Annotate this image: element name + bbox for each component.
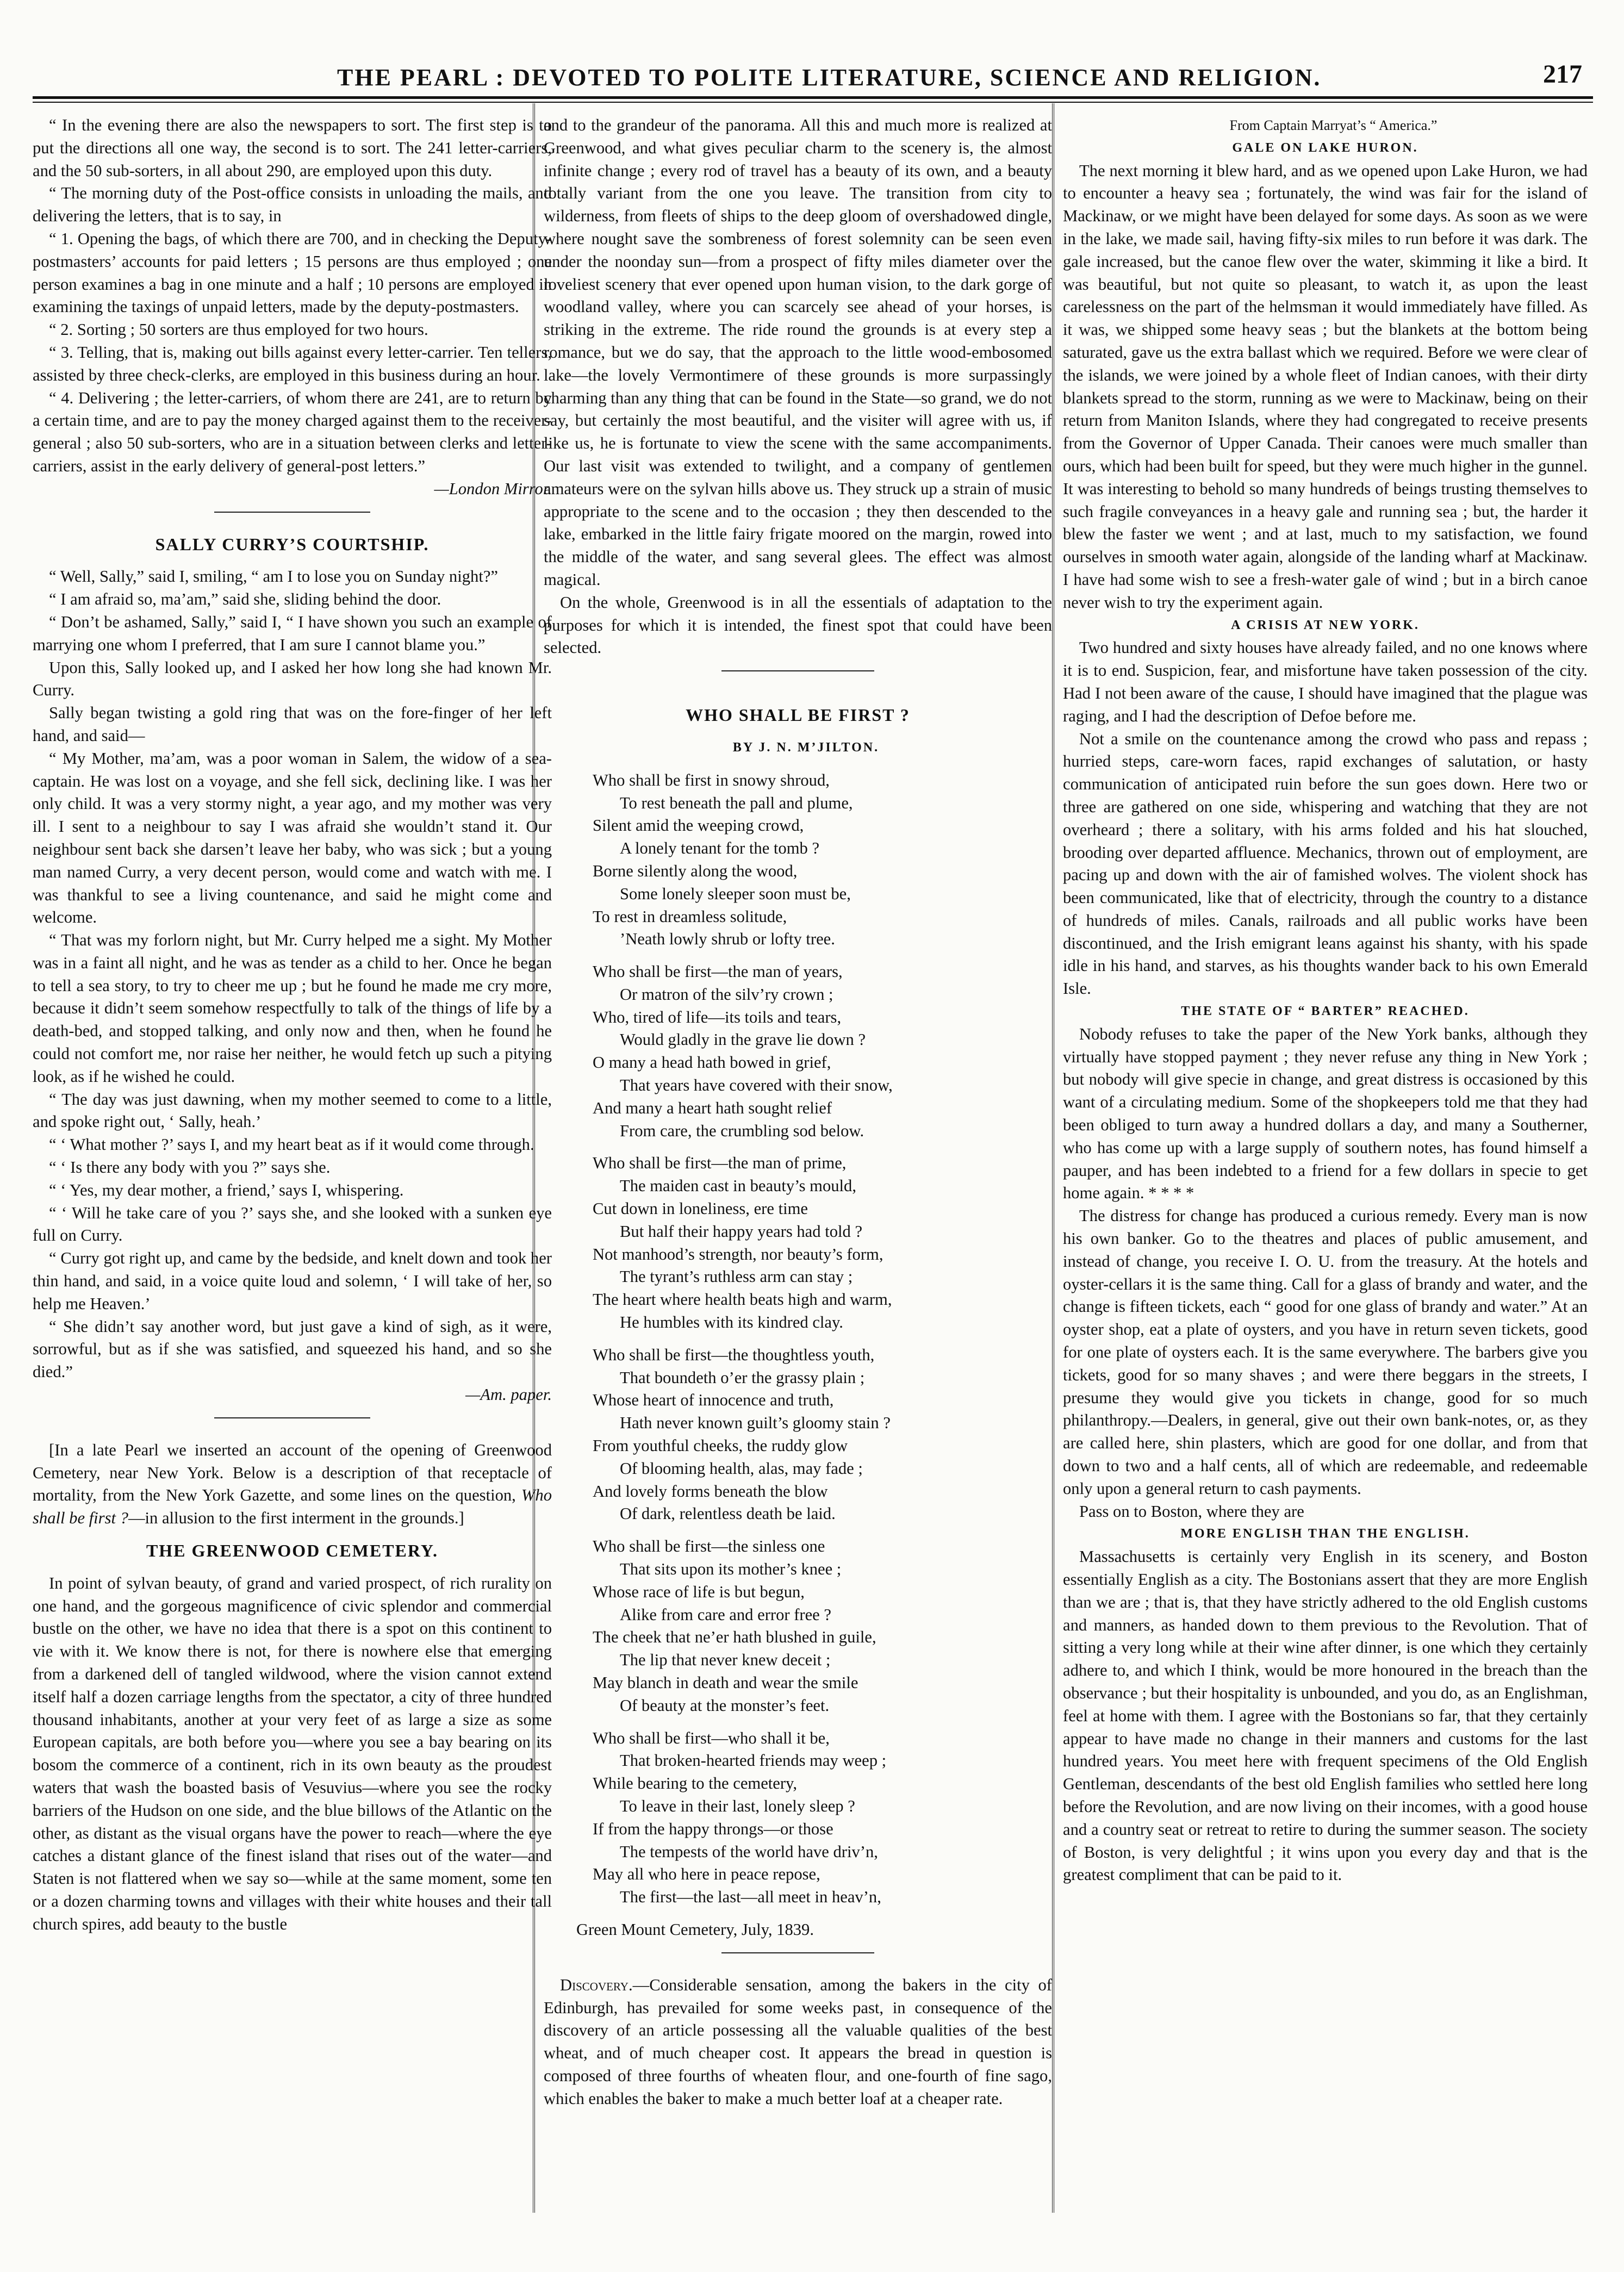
poem-line: The heart where health beats high and warm, [593,1290,892,1309]
paragraph: “ 1. Opening the bags, of which there are 700, and in checking the Deputy-postmasters’ accounts for paid letters ; 15 persons are thus employed ; one person examines a bag in one minute and a half ; 10 persons are employed in examining the taxings of unpaid letters, made by the deputy-postmasters. [33,229,552,316]
source-attribution: —Am. paper. [465,1385,552,1404]
poem-line: The first—the last—all meet in heav’n, [620,1888,881,1907]
paragraph: and to the grandeur of the panorama. All this and much more is realized at Greenwood, and what gives peculiar charm to the scenery is, the almost infinite change ; every rod of travel has a beauty of its own, and a beauty totally variant from the one you leave. The transition from city to wilderness, from fleets of ships to the deep gloom of overshadowed dingle, where nought save the sombreness of forest solemnity can be seen even under the noonday sun—from a prospect of fifty miles diameter over the loveliest scenery that ever opened upon human vision, to the dark gorge of woodland valley, where you can scarcely see ahead of your horses, is striking in the extreme. The ride round the grounds is at every step a romance, but we do say, that the approach to the little wood-embosomed lake—the lovely Vermontimere of these grounds is more surpassingly charming than any thing that can be found in the State—so grand, we do not say, but certainly the most beautiful, and the visiter will agree with us, if like us, he is fortunate to view the scene with the same accompaniments. Our last visit was extended to twilight, and a company of gentlemen amateurs were on the sylvan hills above us. They struck up a strain of music appropriate to the scene and to the occasion ; they then descended to the lake, embarked in the little fairy frigate moored on the margin, rowed into the middle of the water, and sang several glees. The effect was almost magical. [544,116,1052,589]
poem-line: The maiden cast in beauty’s mould, [620,1177,857,1196]
paragraph: Two hundred and sixty houses have already failed, and no one knows where it is to end. Suspicion, fear, and misfortune have taken possession of the city. Had I not been aware of the cause, I should have imagined that the plague was raging, and I had the description of Defoe before me. [1063,638,1588,725]
poem-line: Who shall be first in snowy shroud, [593,770,830,789]
section-rule [214,1417,370,1418]
section-title: MORE ENGLISH THAN THE ENGLISH. [1180,1527,1470,1541]
paragraph: “ My Mother, ma’am, was a poor woman in Salem, the widow of a sea-captain. He was lost on a voyage, and she fell sick, declining like. I was her only child. It was a very stormy night, a year ago, and my mother was very ill. I sent to a neighbour to say I was afraid she wouldn’t stand it. Our neighbour sent back she darsen’t leave her baby, who was sick ; but a young man named Curry, a very decent person, would come and watch with me. I was thankful to see a living countenance, and said he might come and welcome. [33,749,552,927]
paragraph: “ 4. Delivering ; the letter-carriers, of whom there are 241, are to return by a certain time, and are to pay the money charged against them to the receiver-general ; also 50 sub-sorters, who are in a situation between clerks and letter-carriers, assist in the early delivery of general-post letters.” [33,388,552,475]
paragraph: “ The day was just dawning, when my mother seemed to come to a little, and spoke right out, ‘ Sally, heah.’ [33,1090,552,1131]
poem-line: Who shall be first—the thoughtless youth, [593,1345,875,1364]
masthead-rule-thin [33,102,1593,103]
paragraph: “ ‘ Will he take care of you ?’ says she, and she looked with a sunken eye full on Curry. [33,1203,552,1245]
poem-line: Who shall be first—the man of years, [593,962,843,981]
poem-line: A lonely tenant for the tomb ? [620,839,820,858]
paragraph: In point of sylvan beauty, of grand and varied prospect, of rich rurality on one hand, and the gorgeous magnificence of civic splendor and commercial bustle on the other, we have no idea that there is a spot on this continent to vie with it. We know there is not, for there is nowhere else that emerging from a darkened dell of tangled wildwood, where the vision cannot extend itself half a dozen carriage lengths from the spectator, a city of three hundred thousand inhabitants, another at your very feet of as large a size as some European capitals, are both before you—where you see a bay bearing on its bosom the commerce of a continent, rich in its own beauty as the proudest waters that wash the boasted basis of Vesuvius—where you see the rocky barriers of the Hudson on one side, and the blue billows of the Atlantic on the other, as distant as the visual organs have the power to reach—where the eye catches a distant glance of the finest island that rises out of the water—and Staten is not flattered when we say so—while at the same moment, some ten or a dozen charming towns and villages with their white houses and their tall church spires, add beauty to the bustle [33,1573,552,1933]
paragraph: “ Don’t be ashamed, Sally,” said I, “ I have shown you such an example of marrying one whom I preferred, that I am sure I cannot blame you.” [33,612,552,654]
paragraph: Upon this, Sally looked up, and I asked her how long she had known Mr. Curry. [33,658,552,700]
section-rule [721,670,874,671]
note-text-end: —in allusion to the first interment in the grounds.] [128,1509,464,1528]
paragraph: The distress for change has produced a curious remedy. Every man is now his own banker. Go to the theatres and places of public amusement, and instead of change, you receive I. O. U. from the treasury. At the hotels and oyster-cellars it is the same thing. Call for a glass of brandy and water, and the change is fifteen tickets, each “ good for one glass of brandy and water.” At an oyster shop, eat a plate of oysters, and you have in return seven tickets, good for one plate of oysters each. It is the same everywhere. The barbers give you tickets, good for so many shaves ; and were there beggars in the streets, I presume they would give you tickets in change, good for so much philanthropy.—Dealers, in general, give out their own bank-notes, or, as they are called here, shin plasters, which are good for one dollar, and from that down to two and a half cents, all of which are redeemable, and redeemable only upon a general return to cash payments. [1063,1206,1588,1498]
section-title: THE STATE OF “ BARTER” REACHED. [1181,1004,1470,1019]
poem-line: He humbles with its kindred clay. [620,1313,843,1332]
poem-line: Of beauty at the monster’s feet. [620,1696,830,1715]
poem [544,704,1052,1941]
poem-stanzas [544,769,1052,1909]
article-credit: From Captain Marryat’s “ America.” [1229,117,1438,133]
column-3 [1063,114,1588,2234]
poem-line: Borne silently along the wood, [593,861,798,880]
poem-line: Not manhood’s strength, nor beauty’s form, [593,1244,883,1263]
paragraph: “ I am afraid so, ma’am,” said she, sliding behind the door. [49,590,441,609]
poem-line: The lip that never knew deceit ; [620,1651,831,1670]
poem-line: To rest beneath the pall and plume, [620,793,853,812]
poem-line: Whose race of life is but begun, [593,1582,805,1601]
poem-line: Some lonely sleeper soon must be, [620,884,851,903]
section-rule [721,1952,874,1953]
poem-line: From care, the crumbling sod below. [620,1121,864,1140]
poem-line: Cut down in loneliness, ere time [593,1199,808,1218]
discovery-paragraph [544,1974,1052,2111]
section-title: A CRISIS AT NEW YORK. [1231,618,1420,632]
paragraph: Not a smile on the countenance among the crowd who pass and repass ; hurried steps, care-worn faces, rapid exchanges of salutation, or hasty communication of anticipated ruin before the sun goes down. Here two or three are gathered on one side, whispering and watching that they are not overheard ; there a solitary, with his arms folded and his hat slouched, brooding over departed affluence. Mechanics, thrown out of employment, are pacing up and down with the air of famished wolves. The violent shock has been communicated, like that of electricity, through the country to a distance of hundreds of miles. Canals, railroads and all public works have been discontinued, and the Irish emigrant leans against his shanty, with his spade idle in his hand, and starves, as his thoughts wander back to his own Emerald Isle. [1063,729,1588,998]
poem-line: Who, tired of life—its toils and tears, [593,1007,842,1026]
poem-line: The tyrant’s ruthless arm can stay ; [620,1267,853,1286]
article-title: SALLY CURRY’S COURTSHIP. [155,534,430,554]
poem-line: Silent amid the weeping crowd, [593,816,804,835]
poem-line: That boundeth o’er the grassy plain ; [620,1368,865,1387]
stanza [544,1535,1052,1717]
poem-line: But half their happy years had told ? [620,1222,863,1241]
poem-line: To leave in their last, lonely sleep ? [620,1796,855,1815]
paragraph: “ 2. Sorting ; 50 sorters are thus employed for two hours. [49,320,428,339]
poem-line: If from the happy throngs—or those [593,1819,833,1838]
poem-line: Whose heart of innocence and truth, [593,1391,834,1410]
poem-line: And lovely forms beneath the blow [593,1482,828,1501]
paragraph: Nobody refuses to take the paper of the New York banks, although they virtually have stopped payment ; they never refuse any thing in New York ; but nobody will give specie in change, and great distress is occasioned by this want of a circulating medium. Some of the shopkeepers told me that they had been obliged to turn away a hundred dollars a day, and many a Southerner, who has come up with a large supply of southern notes, has found himself a pauper, and has been indebted to a friend for a few dollars in specie to get home again. * * * * [1063,1024,1588,1203]
poem-line: May all who here in peace repose, [593,1865,820,1884]
poem-line: From youthful cheeks, the ruddy glow [593,1436,848,1455]
poem-line: Would gladly in the grave lie down ? [620,1030,866,1049]
stanza [544,961,1052,1142]
column-2 [544,114,1052,2234]
stanza [544,1152,1052,1334]
poem-line: The cheek that ne’er hath blushed in guile, [593,1628,876,1647]
poem-line: While bearing to the cemetery, [593,1774,798,1793]
stanza [544,1727,1052,1909]
paragraph: Pass on to Boston, where they are [1079,1502,1304,1521]
note-emphasis: Who shall be first ? [33,1486,552,1528]
poem-line: That sits upon its mother’s knee ; [620,1560,842,1579]
paragraph: “ The morning duty of the Post-office consists in unloading the mails, and delivering the letters, that is to say, in [33,184,552,226]
column-1 [33,114,552,2234]
greenwood-article-continued [544,114,1052,659]
stanza [544,769,1052,951]
poem-line: May blanch in death and wear the smile [593,1673,858,1692]
section-rule [214,512,370,513]
poem-line: Or matron of the silv’ry crown ; [620,985,833,1004]
paragraph: “ She didn’t say another word, but just gave a kind of sigh, as it were, sorrowful, but as if she was satisfied, and squeezed his hand, and so she died.” [33,1317,552,1381]
paragraph: “ ‘ Is there any body with you ?” says she. [49,1158,331,1177]
masthead [33,52,1593,101]
poem-line: That broken-hearted friends may weep ; [620,1751,887,1770]
poem-line: Who shall be first—the sinless one [593,1537,825,1556]
source-attribution: —London Mirror. [434,479,552,498]
poem-line: O many a head hath bowed in grief, [593,1053,831,1072]
paragraph: The next morning it blew hard, and as we opened upon Lake Huron, we had to encounter a heavy sea ; fortunately, the wind was fair for the island of Mackinaw, or we might have been delayed for some days. As soon as we were in the lake, we made sail, having fifty-six miles to run before it was dark. The gale increased, but the canoe flew over the water, skimming it like a bird. It was beautiful, but not quite so pleasant, to watch it, as upon the least carelessness on the part of the helmsman it would immediately have filled. As it was, we shipped some heavy seas ; but the blankets at the bottom being saturated, gave us the extra ballast which we required. Before we were clear of the islands, we were joined by a whole fleet of Indian canoes, with their dirty blankets spread to the storm, running as we were to Mackinaw, being on their return from Maniton Islands, where they had congregated to receive presents from the Governor of Upper Canada. Their canoes were much smaller than ours, which had been built for speed, but they were much higher in the gunnel. It was interesting to behold so many hundreds of beings trusting themselves to such fragile conveyances in a heavy gale and running sea ; but, the harder it blew the faster we went ; and at last, much to my satisfaction, we found ourselves in smooth water again, alongside of the landing wharf at Mackinaw. I have had some wish to see a fresh-water gale of wind ; but in a birch canoe never wish to try the experiment again. [1063,161,1588,612]
poem-line: Of dark, relentless death be laid. [620,1504,836,1523]
poem-line: Hath never known guilt’s gloomy stain ? [620,1414,891,1433]
poem-line: The tempests of the world have driv’n, [620,1842,878,1861]
poem-line: To rest in dreamless solitude, [593,907,787,926]
paragraph: “ ‘ What mother ?’ says I, and my heart beat as if it would come through. [49,1135,534,1154]
paragraph: “ 3. Telling, that is, making out bills against every letter-carrier. Ten tellers, assisted by three check-clerks, are employed in this business during an hour. [33,343,552,384]
poem-dateline: Green Mount Cemetery, July, 1839. [576,1920,814,1939]
paragraph: “ Well, Sally,” said I, smiling, “ am I to lose you on Sunday night?” [49,567,498,586]
article-title: THE GREENWOOD CEMETERY. [146,1541,439,1561]
sally-curry-article [33,533,552,1406]
paragraph: “ That was my forlorn night, but Mr. Curry helped me a sight. My Mother was in a faint all night, and he was as tender as a child to her. Once he began to tell a sea story, to try to cheer me up ; but he found he made me cry more, because it didn’t seem somehow respectfully to talk of the things of life by a death-bed, and stopped talking, and only now and then, when he found he could not comfort me, nor raise her neither, he would fetch up such a pitying look, as if he wished he could. [33,931,552,1086]
section-title: GALE ON LAKE HURON. [1232,140,1418,155]
masthead-rule [33,96,1593,99]
paragraph: “ In the evening there are also the newspapers to sort. The first step is to put the directions all one way, the second is to sort. The 241 letter-carriers, and the 50 sub-sorters, in all about 290, are employed upon this duty. [33,116,552,180]
discovery-label: Discovery. [560,1975,633,1994]
column-divider [1052,103,1056,2213]
greenwood-article [33,1540,552,1936]
post-office-article [33,114,552,501]
poem-line: Of blooming health, alas, may fade ; [620,1459,863,1478]
paragraph: On the whole, Greenwood is in all the essentials of adaptation to the purposes for which it is intended, the finest spot that could have been selected. [544,593,1052,657]
paragraph: Massachusetts is certainly very English in its scenery, and Boston essentially English as a city. The Bostonians assert that they are more English than we are ; that is, that they have strictly adhered to the old English customs and manners, as handed down to them previous to the Revolution. That of sitting a very long while at their wine after dinner, is one which they certainly adhere to, and which I think, would be more honoured in the breach than the observance ; but their hospitality is unbounded, and you do, as an Englishman, feel at home with them. I agree with the Bostonians so far, that they certainly appear to have made no change in their manners and customs for the last hundred years. You meet here with frequent specimens of the Old English Gentleman, descendants of the best old English families who settled here long before the Revolution, and are now living on their incomes, with a good house and a country seat or retreat to retire to during the summer season. The society of Boston, is very delightful ; it wins upon you every day and that is the greatest compliment that can be paid to it. [1063,1547,1588,1884]
paragraph: Sally began twisting a gold ring that was on the fore-finger of her left hand, and said— [33,704,552,745]
poem-byline: BY J. N. M’JILTON. [732,740,880,755]
poem-line: ’Neath lowly shrub or lofty tree. [620,930,835,949]
poem-line: Who shall be first—who shall it be, [593,1728,830,1747]
paragraph: “ ‘ Yes, my dear mother, a friend,’ says I, whispering. [49,1180,404,1199]
page-number: 217 [1543,60,1582,89]
poem-line: Who shall be first—the man of prime, [593,1154,847,1173]
poem-line: That years have covered with their snow, [620,1076,893,1095]
editor-note [33,1439,552,1530]
poem-title: WHO SHALL BE FIRST ? [686,705,910,725]
note-text: [In a late Pearl we inserted an account of the opening of Greenwood Cemetery, near New York. Below is a description of that receptacle of mortality, from the New York Gazette, and some lines on the question, [33,1440,552,1505]
paragraph: “ Curry got right up, and came by the bedside, and knelt down and took her thin hand, and said, in a voice quite loud and solemn, ‘ I will take of her, so help me Heaven.’ [33,1249,552,1313]
masthead-title: THE PEARL : DEVOTED TO POLITE LITERATURE, SCIENCE AND RELIGION. [337,64,1322,91]
discovery-text: —Considerable sensation, among the bakers in the city of Edinburgh, has prevailed for some weeks past, in consequence of the discovery of an article possessing all the valuable qualities of the best wheat, and of much cheaper cost. It appears the bread in question is composed of three fourths of wheaten flour, and one-fourth of fine sago, which enables the baker to make a much better loaf at a cheaper rate. [544,1975,1052,2108]
poem-line: Alike from care and error free ? [620,1605,831,1624]
stanza [544,1344,1052,1526]
poem-line: And many a heart hath sought relief [593,1098,832,1117]
